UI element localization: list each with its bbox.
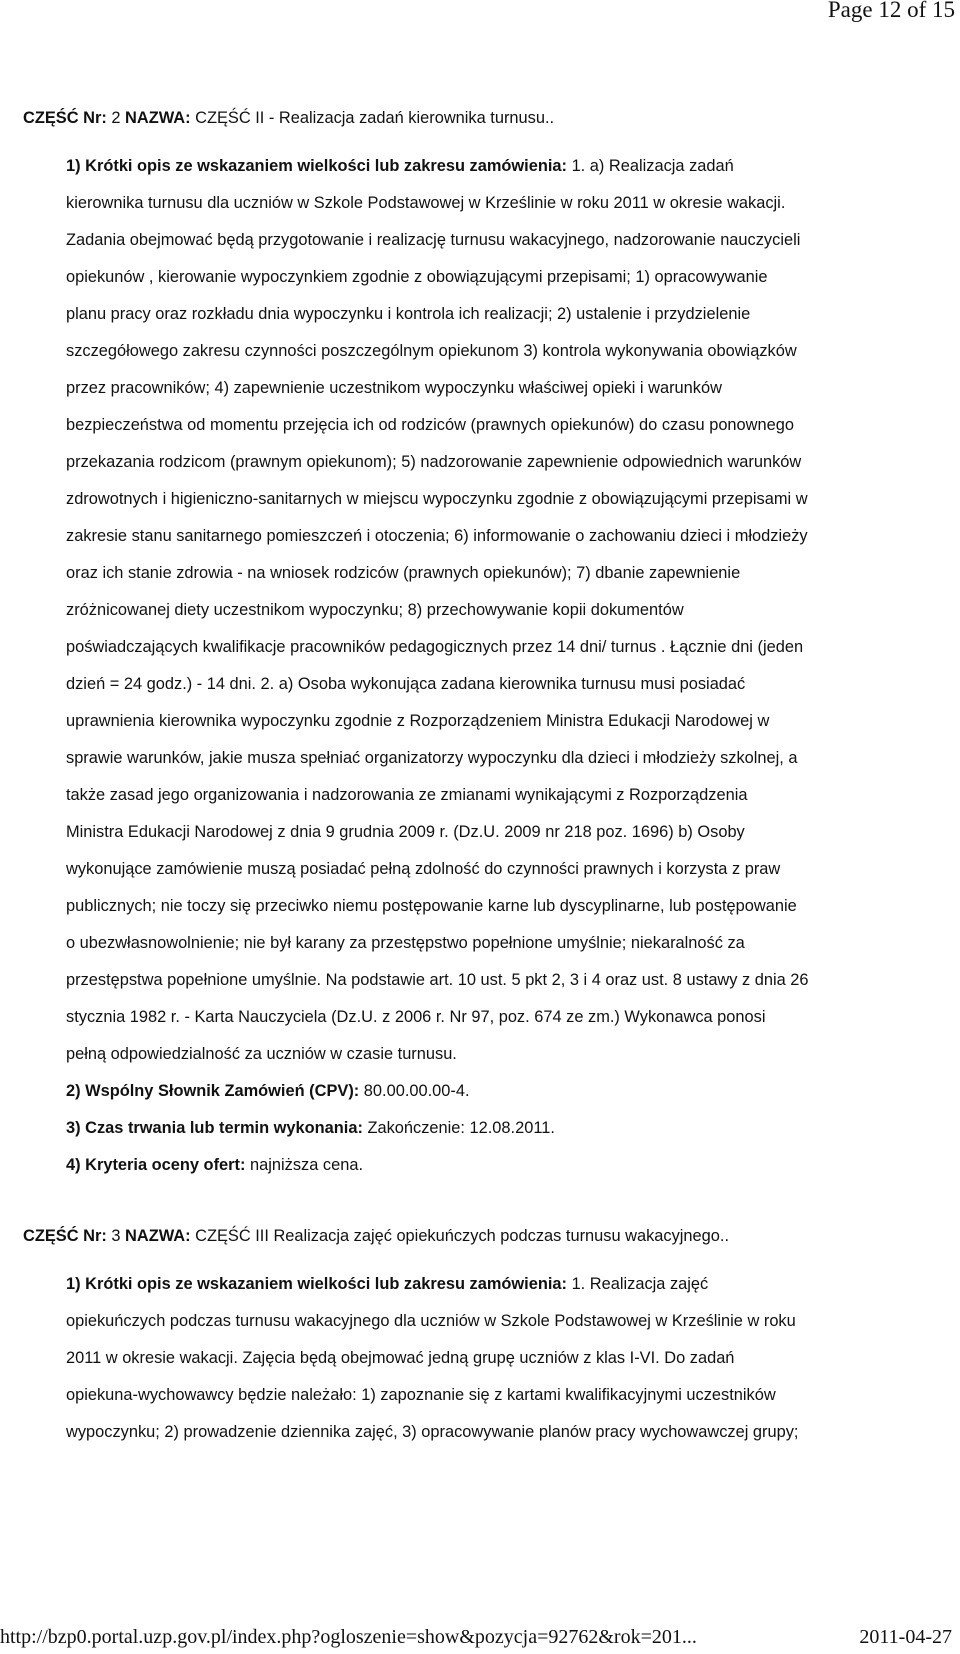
description-label: 1) Krótki opis ze wskazaniem wielkości lub zakresu zamówienia: [66, 1275, 567, 1293]
description-line: 1) Krótki opis ze wskazaniem wielkości lub zakresu zamówienia: 1. Realizacja zajęć [66, 1275, 709, 1293]
part-2-header [23, 108, 952, 128]
part-2-description [66, 148, 952, 1073]
footer-date: 2011-04-27 [859, 1626, 952, 1648]
part-name: CZĘŚĆ III Realizacja zajęć opiekuńczych podczas turnusu wakacyjnego.. [195, 1227, 730, 1245]
description-label: 1) Krótki opis ze wskazaniem wielkości lub zakresu zamówienia: [66, 157, 567, 175]
description-line: Zadania obejmować będą przygotowanie i realizację turnusu wakacyjnego, nadzorowanie nauczycieli [66, 231, 801, 249]
description-line: zróżnicowanej diety uczestnikom wypoczynku; 8) przechowywanie kopii dokumentów [66, 601, 684, 619]
description-line: zakresie stanu sanitarnego pomieszczeń i otoczenia; 6) informowanie o zachowaniu dzieci i młodzieży [66, 527, 808, 545]
description-line: opiekunów , kierowanie wypoczynkiem zgodnie z obowiązującymi przepisami; 1) opracowywanie [66, 268, 768, 286]
part-number: 3 [111, 1227, 121, 1245]
page-footer [0, 1626, 956, 1654]
part-3-section [23, 1226, 952, 1451]
criteria-value: najniższa cena. [250, 1156, 363, 1174]
cpv-value: 80.00.00.00-4. [363, 1082, 470, 1100]
description-line: przez pracowników; 4) zapewnienie uczestnikom wypoczynku właściwej opieki i warunków [66, 379, 722, 397]
footer-url: http://bzp0.portal.uzp.gov.pl/index.php?ogloszenie=show&pozycja=92762&rok=201... [0, 1626, 697, 1648]
description-line: 1) Krótki opis ze wskazaniem wielkości lub zakresu zamówienia: 1. a) Realizacja zadań [66, 157, 734, 175]
criteria-item [66, 1147, 952, 1184]
description-line: przekazania rodzicom (prawnym opiekunom); 5) nadzorowanie zapewnienie odpowiednich warunków [66, 453, 802, 471]
description-line: bezpieczeństwa od momentu przejęcia ich od rodziców (prawnych opiekunów) do czasu ponownego [66, 416, 794, 434]
name-label: NAZWA: [125, 109, 191, 127]
description-line: wypoczynku; 2) prowadzenie dziennika zajęć, 3) opracowywanie planów pracy wychowawczej grupy; [66, 1423, 799, 1441]
description-line: poświadczających kwalifikacje pracowników pedagogicznych przez 14 dni/ turnus . Łącznie dni (jeden [66, 638, 804, 656]
description-line: Ministra Edukacji Narodowej z dnia 9 grudnia 2009 r. (Dz.U. 2009 nr 218 poz. 1696) b) Osoby [66, 823, 745, 841]
description-line: zdrowotnych i higieniczno-sanitarnych w miejscu wypoczynku zgodnie z obowiązującymi przepisami w [66, 490, 808, 508]
cpv-item [66, 1073, 952, 1110]
description-line: wykonujące zamówienie muszą posiadać pełną zdolność do czynności prawnych i korzysta z praw [66, 860, 781, 878]
criteria-label: 4) Kryteria oceny ofert: [66, 1156, 246, 1174]
part-3-header [23, 1226, 952, 1246]
duration-label: 3) Czas trwania lub termin wykonania: [66, 1119, 363, 1137]
part-2-section [23, 108, 952, 1184]
description-line: opiekuńczych podczas turnusu wakacyjnego dla uczniów w Szkole Podstawowej w Krześlinie w roku [66, 1312, 796, 1330]
part-label: CZĘŚĆ Nr: [23, 109, 107, 127]
part-name: CZĘŚĆ II - Realizacja zadań kierownika turnusu.. [195, 109, 555, 127]
description-line: planu pracy oraz rozkładu dnia wypoczynku i kontrola ich realizacji; 2) ustalenie i przydzielenie [66, 305, 751, 323]
cpv-label: 2) Wspólny Słownik Zamówień (CPV): [66, 1082, 360, 1100]
description-line: o ubezwłasnowolnienie; nie był karany za przestępstwo popełnione umyślnie; niekaralność za [66, 934, 745, 952]
page-number: Page 12 of 15 [827, 0, 955, 22]
description-line: uprawnienia kierownika wypoczynku zgodnie z Rozporządzeniem Ministra Edukacji Narodowej w [66, 712, 770, 730]
description-line: kierownika turnusu dla uczniów w Szkole Podstawowej w Krześlinie w roku 2011 w okresie wakacji. [66, 194, 786, 212]
description-line: także zasad jego organizowania i nadzorowania ze zmianami wynikającymi z Rozporządzenia [66, 786, 748, 804]
part-3-body [23, 1266, 952, 1451]
description-line: publicznych; nie toczy się przeciwko niemu postępowanie karne lub dyscyplinarne, lub postępowanie [66, 897, 797, 915]
part-number: 2 [111, 109, 121, 127]
description-line: dzień = 24 godz.) - 14 dni. 2. a) Osoba wykonująca zadana kierownika turnusu musi posiadać [66, 675, 746, 693]
description-line: szczegółowego zakresu czynności poszczególnym opiekunom 3) kontrola wykonywania obowiązków [66, 342, 797, 360]
part-3-description [66, 1266, 952, 1451]
name-label: NAZWA: [125, 1227, 191, 1245]
description-line: pełną odpowiedzialność za uczniów w czasie turnusu. [66, 1045, 457, 1063]
description-line: przestępstwa popełnione umyślnie. Na podstawie art. 10 ust. 5 pkt 2, 3 i 4 oraz ust. 8 ustawy z dnia 26 [66, 971, 809, 989]
description-line: oraz ich stanie zdrowia - na wniosek rodziców (prawnych opiekunów); 7) dbanie zapewnienie [66, 564, 741, 582]
description-line: opiekuna-wychowawcy będzie należało: 1) zapoznanie się z kartami kwalifikacyjnymi uczestników [66, 1386, 776, 1404]
part-label: CZĘŚĆ Nr: [23, 1227, 107, 1245]
part-2-body [23, 148, 952, 1184]
description-line: stycznia 1982 r. - Karta Nauczyciela (Dz.U. z 2006 r. Nr 97, poz. 674 ze zm.) Wykonawca ponosi [66, 1008, 766, 1026]
description-line: sprawie warunków, jakie musza spełniać organizatorzy wypoczynku dla dzieci i młodzieży szkolnej, a [66, 749, 798, 767]
description-line: 2011 w okresie wakacji. Zajęcia będą obejmować jedną grupę uczniów z klas I-VI. Do zadań [66, 1349, 735, 1367]
duration-value: Zakończenie: 12.08.2011. [367, 1119, 555, 1137]
duration-item [66, 1110, 952, 1147]
